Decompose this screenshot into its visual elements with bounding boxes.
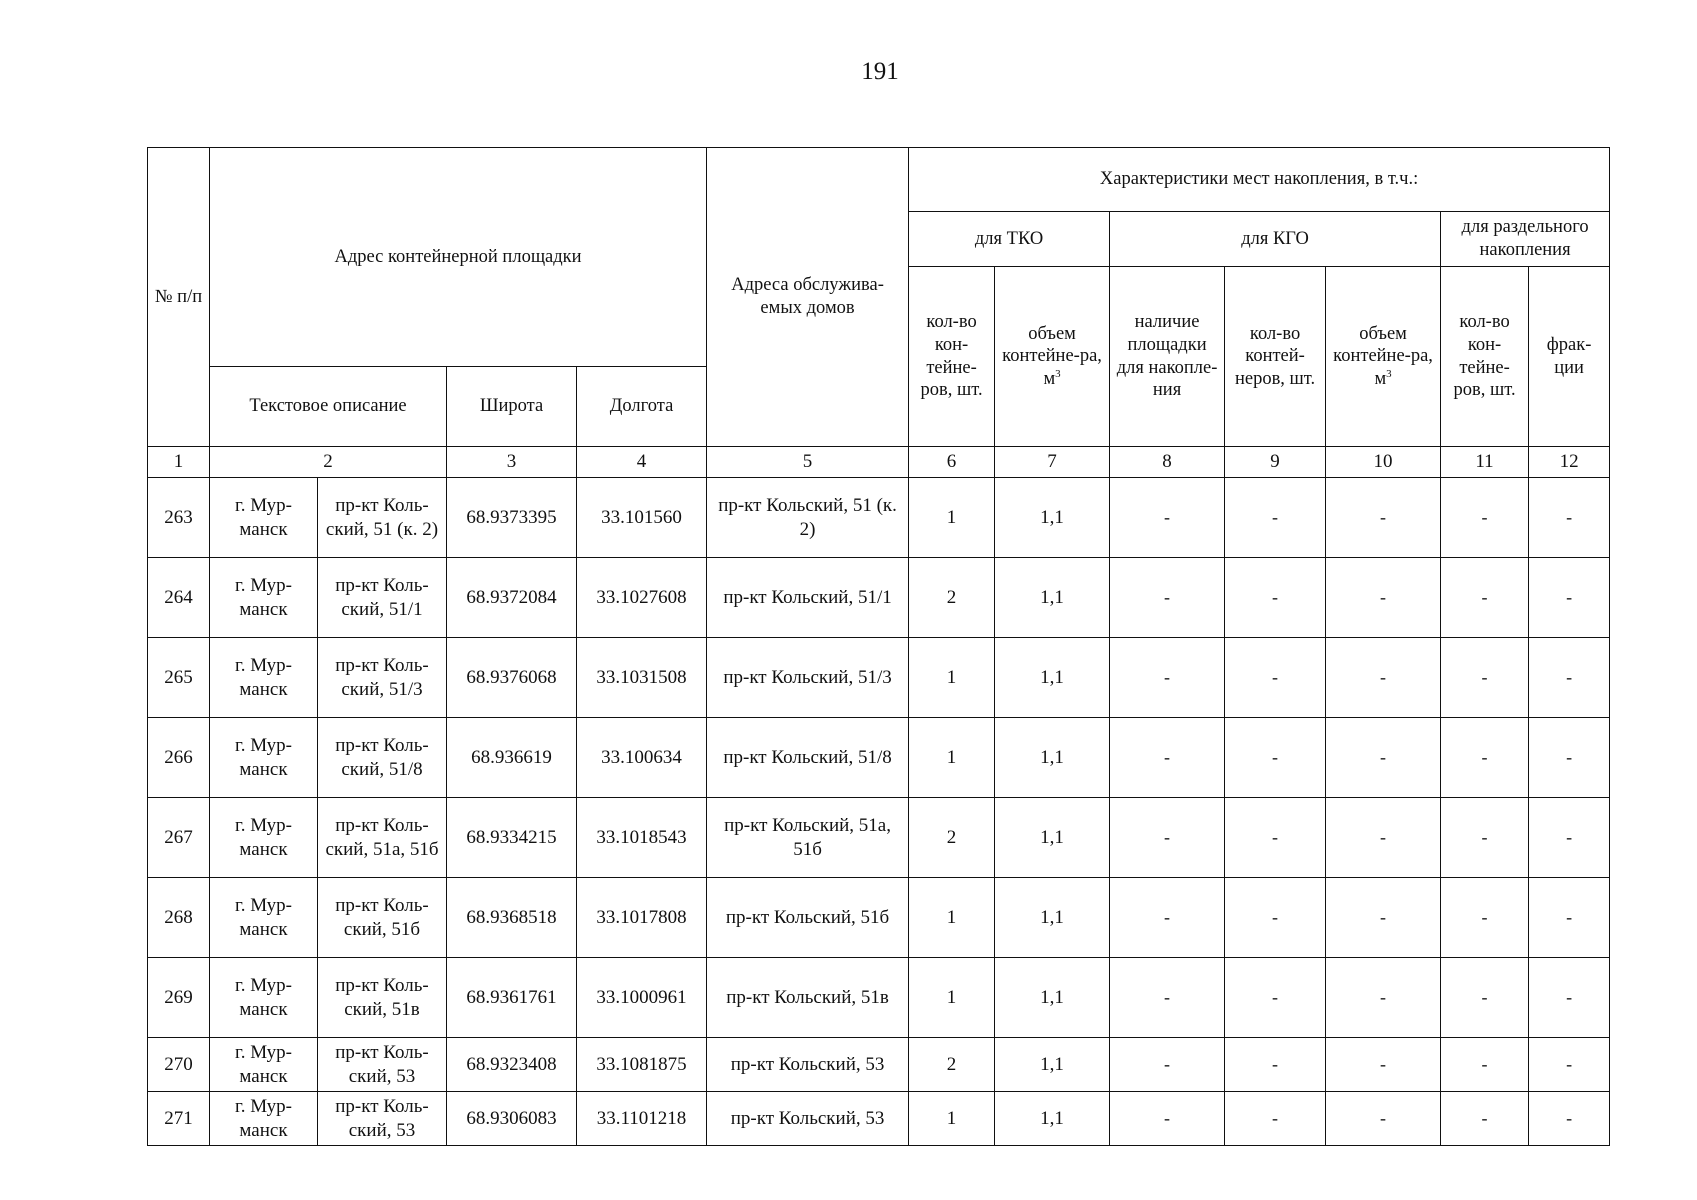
cell-latitude: 68.9373395 [447,478,577,558]
cell-served-houses: пр-кт Кольский, 51/1 [707,558,909,638]
header-tko-volume: объем контейне-ра, $м^3$ [995,267,1110,447]
table-row [148,478,1610,558]
cell-longitude: 33.1031508 [577,638,707,718]
header-tko-count: кол-во кон-тейне-ров, шт. [909,267,995,447]
cell-city: г. Мур-манск [210,798,318,878]
cell-kgo-site: - [1110,1038,1225,1092]
cell-served-houses: пр-кт Кольский, 51в [707,958,909,1038]
header-no: № п/п [148,148,210,447]
cell-city: г. Мур-манск [210,718,318,798]
cell-street: пр-кт Коль-ский, 53 [318,1038,447,1092]
cell-city: г. Мур-манск [210,878,318,958]
cell-served-houses: пр-кт Кольский, 53 [707,1092,909,1146]
cell-latitude: 68.9323408 [447,1038,577,1092]
cell-latitude: 68.9361761 [447,958,577,1038]
cell-tko-volume: 1,1 [995,478,1110,558]
header-kgo-count: кол-во контей-неров, шт. [1225,267,1326,447]
column-number-row [148,447,1610,478]
cell-kgo-count: - [1225,1092,1326,1146]
cell-sep-count: - [1441,478,1529,558]
cell-tko-count: 2 [909,798,995,878]
cell-kgo-volume: - [1326,478,1441,558]
cell-latitude: 68.9306083 [447,1092,577,1146]
cell-no: 267 [148,798,210,878]
header-text-description: Текстовое описание [210,367,447,447]
cell-kgo-volume: - [1326,958,1441,1038]
cell-sep-count: - [1441,958,1529,1038]
cell-kgo-volume: - [1326,878,1441,958]
cell-kgo-site: - [1110,478,1225,558]
cell-kgo-volume: - [1326,638,1441,718]
cell-tko-volume: 1,1 [995,718,1110,798]
column-number: 9 [1225,447,1326,478]
header-characteristics: Характеристики мест накопления, в т.ч.: [909,148,1610,212]
cell-sep-fraction: - [1529,638,1610,718]
cell-kgo-count: - [1225,558,1326,638]
cell-street: пр-кт Коль-ский, 51в [318,958,447,1038]
cell-sep-count: - [1441,638,1529,718]
cell-kgo-count: - [1225,878,1326,958]
cell-city: г. Мур-манск [210,478,318,558]
header-served-houses: Адреса обслужива-емых домов [707,148,909,447]
cell-longitude: 33.1018543 [577,798,707,878]
cell-sep-count: - [1441,558,1529,638]
cell-latitude: 68.9372084 [447,558,577,638]
cell-no: 263 [148,478,210,558]
cell-city: г. Мур-манск [210,1092,318,1146]
cell-kgo-volume: - [1326,798,1441,878]
cell-sep-fraction: - [1529,478,1610,558]
cell-kgo-count: - [1225,798,1326,878]
cell-no: 270 [148,1038,210,1092]
header-kgo: для КГО [1110,212,1441,267]
cell-latitude: 68.9368518 [447,878,577,958]
cell-tko-volume: 1,1 [995,958,1110,1038]
table-row [148,798,1610,878]
cell-kgo-volume: - [1326,1038,1441,1092]
column-number: 1 [148,447,210,478]
table-row [148,558,1610,638]
cell-tko-count: 1 [909,718,995,798]
cell-street: пр-кт Коль-ский, 51/1 [318,558,447,638]
column-number: 6 [909,447,995,478]
cell-kgo-count: - [1225,478,1326,558]
cell-city: г. Мур-манск [210,958,318,1038]
header-kgo-volume: объем контейне-ра, $м^3$ [1326,267,1441,447]
cell-sep-count: - [1441,798,1529,878]
cell-tko-volume: 1,1 [995,798,1110,878]
cell-served-houses: пр-кт Кольский, 53 [707,1038,909,1092]
cell-served-houses: пр-кт Кольский, 51б [707,878,909,958]
cell-sep-count: - [1441,1092,1529,1146]
cell-longitude: 33.1101218 [577,1092,707,1146]
cell-no: 265 [148,638,210,718]
cell-street: пр-кт Коль-ский, 51а, 51б [318,798,447,878]
cell-longitude: 33.100634 [577,718,707,798]
cell-tko-volume: 1,1 [995,558,1110,638]
cell-latitude: 68.936619 [447,718,577,798]
cell-served-houses: пр-кт Кольский, 51а, 51б [707,798,909,878]
cell-tko-volume: 1,1 [995,638,1110,718]
column-number: 2 [210,447,447,478]
cell-longitude: 33.1081875 [577,1038,707,1092]
cell-kgo-site: - [1110,958,1225,1038]
table-row [148,958,1610,1038]
header-separate: для раздельного накопления [1441,212,1610,267]
cell-longitude: 33.1017808 [577,878,707,958]
cell-sep-fraction: - [1529,718,1610,798]
cell-city: г. Мур-манск [210,638,318,718]
table-row [148,638,1610,718]
cell-longitude: 33.1027608 [577,558,707,638]
header-longitude: Долгота [577,367,707,447]
cell-tko-count: 2 [909,558,995,638]
cell-no: 268 [148,878,210,958]
cell-street: пр-кт Коль-ский, 51 (к. 2) [318,478,447,558]
cell-kgo-count: - [1225,638,1326,718]
cell-longitude: 33.1000961 [577,958,707,1038]
cell-kgo-site: - [1110,798,1225,878]
cell-served-houses: пр-кт Кольский, 51 (к. 2) [707,478,909,558]
cell-sep-count: - [1441,718,1529,798]
cell-sep-fraction: - [1529,1038,1610,1092]
cell-sep-fraction: - [1529,878,1610,958]
cell-no: 271 [148,1092,210,1146]
cell-no: 266 [148,718,210,798]
cell-kgo-count: - [1225,1038,1326,1092]
cell-kgo-site: - [1110,718,1225,798]
cell-tko-volume: 1,1 [995,1038,1110,1092]
cell-street: пр-кт Коль-ский, 51б [318,878,447,958]
cell-kgo-count: - [1225,958,1326,1038]
column-number: 12 [1529,447,1610,478]
cell-tko-count: 1 [909,478,995,558]
column-number: 3 [447,447,577,478]
header-sep-fraction: фрак-ции [1529,267,1610,447]
column-number: 4 [577,447,707,478]
column-number: 10 [1326,447,1441,478]
cell-city: г. Мур-манск [210,1038,318,1092]
cell-sep-count: - [1441,878,1529,958]
table-header [148,148,1610,478]
table-row [148,878,1610,958]
cell-kgo-volume: - [1326,718,1441,798]
cell-sep-fraction: - [1529,798,1610,878]
header-latitude: Широта [447,367,577,447]
table-row [148,1092,1610,1146]
table-row [148,1038,1610,1092]
cell-kgo-volume: - [1326,1092,1441,1146]
cell-tko-count: 1 [909,638,995,718]
cell-city: г. Мур-манск [210,558,318,638]
column-number: 11 [1441,447,1529,478]
cell-kgo-count: - [1225,718,1326,798]
cell-kgo-site: - [1110,1092,1225,1146]
cell-kgo-site: - [1110,638,1225,718]
cell-tko-volume: 1,1 [995,878,1110,958]
cell-sep-count: - [1441,1038,1529,1092]
cell-latitude: 68.9376068 [447,638,577,718]
cell-latitude: 68.9334215 [447,798,577,878]
cell-street: пр-кт Коль-ский, 51/8 [318,718,447,798]
cell-tko-count: 1 [909,1092,995,1146]
cell-tko-count: 1 [909,878,995,958]
cell-sep-fraction: - [1529,958,1610,1038]
cell-tko-volume: 1,1 [995,1092,1110,1146]
cell-sep-fraction: - [1529,1092,1610,1146]
cell-tko-count: 2 [909,1038,995,1092]
header-address-group: Адрес контейнерной площадки [210,148,707,367]
cell-street: пр-кт Коль-ский, 51/3 [318,638,447,718]
superscript-three: 3 [1055,367,1061,380]
cell-kgo-site: - [1110,878,1225,958]
cell-street: пр-кт Коль-ский, 53 [318,1092,447,1146]
header-tko: для ТКО [909,212,1110,267]
cell-tko-count: 1 [909,958,995,1038]
cell-kgo-volume: - [1326,558,1441,638]
table-row [148,718,1610,798]
header-sep-count: кол-во кон-тейне-ров, шт. [1441,267,1529,447]
cell-sep-fraction: - [1529,558,1610,638]
cell-no: 264 [148,558,210,638]
page-number: 191 [861,58,899,85]
header-kgo-site: наличие площадки для накопле-ния [1110,267,1225,447]
column-number: 8 [1110,447,1225,478]
container-sites-table [147,147,1610,1146]
cell-served-houses: пр-кт Кольский, 51/8 [707,718,909,798]
superscript-three: 3 [1386,367,1392,380]
table-body [148,478,1610,1146]
cell-no: 269 [148,958,210,1038]
column-number: 7 [995,447,1110,478]
cell-kgo-site: - [1110,558,1225,638]
cell-served-houses: пр-кт Кольский, 51/3 [707,638,909,718]
cell-longitude: 33.101560 [577,478,707,558]
column-number: 5 [707,447,909,478]
